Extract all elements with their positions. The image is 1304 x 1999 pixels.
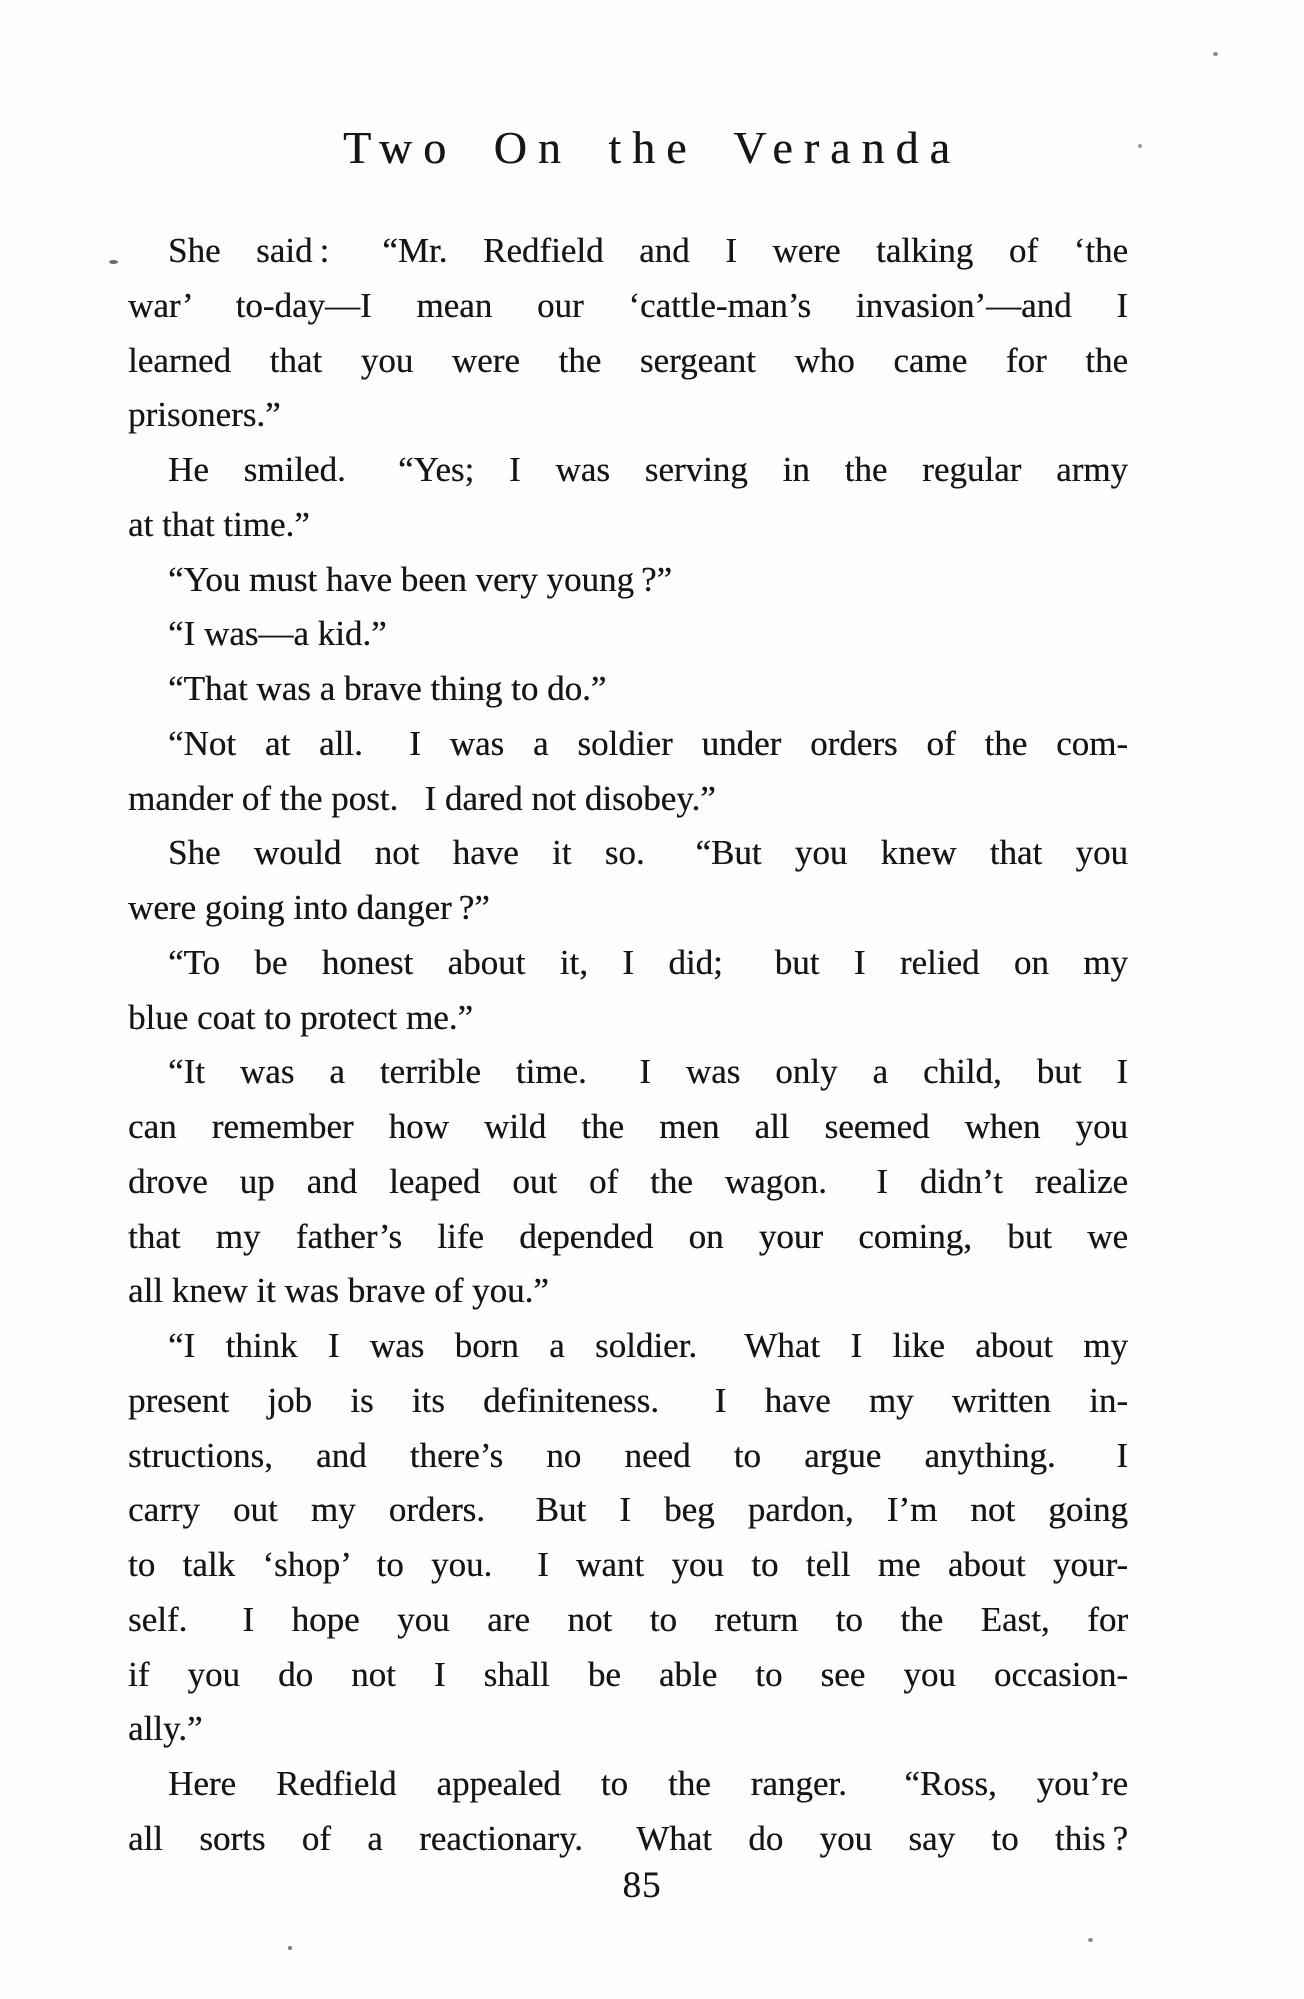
scan-speck	[1213, 52, 1218, 56]
scan-speck	[109, 260, 118, 264]
text-line: war’ to-day—I mean our ‘cattle-man’s invasion’—and I	[128, 285, 1128, 325]
text-line: “Not at all. I was a soldier under orders of the com-	[168, 723, 1128, 763]
scan-speck	[288, 1946, 292, 1950]
text-line: that my father’s life depended on your coming, but we	[128, 1216, 1128, 1256]
text-line: He smiled. “Yes; I was serving in the regular army	[168, 450, 1128, 489]
page-number: 85	[622, 1865, 662, 1906]
text-line: at that time.”	[128, 504, 310, 544]
text-line: carry out my orders. But I beg pardon, I’m not going	[128, 1490, 1128, 1530]
scan-speck	[1138, 144, 1142, 148]
chapter-title: Two On the Veranda	[343, 122, 961, 173]
text-line: mander of the post. I dared not disobey.”	[128, 778, 716, 818]
text-line: “That was a brave thing to do.”	[168, 669, 607, 708]
text-line: “You must have been very young ?”	[168, 559, 673, 599]
text-line: ally.”	[128, 1709, 203, 1749]
scan-speck	[1088, 1938, 1093, 1942]
text-line: self. I hope you are not to return to the East, for	[128, 1599, 1128, 1639]
text-line: present job is its definiteness. I have my written in-	[128, 1380, 1128, 1420]
text-line: to talk ‘shop’ to you. I want you to tell me about your-	[128, 1545, 1128, 1584]
page-body-text	[128, 224, 1128, 1867]
text-line: “I think I was born a soldier. What I like about my	[168, 1326, 1128, 1365]
text-line: can remember how wild the men all seemed when you	[128, 1107, 1128, 1146]
text-line: “To be honest about it, I did; but I relied on my	[168, 942, 1128, 982]
text-line: all knew it was brave of you.”	[128, 1271, 549, 1311]
text-line: Here Redfield appealed to the ranger. “Ross, you’re	[168, 1764, 1128, 1803]
text-line: structions, and there’s no need to argue anything. I	[128, 1435, 1128, 1475]
text-line: blue coat to protect me.”	[128, 997, 473, 1037]
text-line: “I was—a kid.”	[168, 614, 387, 654]
text-line: prisoners.”	[128, 395, 281, 435]
text-line: were going into danger ?”	[128, 888, 490, 927]
text-line: learned that you were the sergeant who came for the	[128, 340, 1128, 380]
text-line: drove up and leaped out of the wagon. I didn’t realize	[128, 1161, 1128, 1201]
text-line: all sorts of a reactionary. What do you say to this ?	[128, 1818, 1128, 1858]
text-line: She said : “Mr. Redfield and I were talking of ‘the	[168, 231, 1128, 270]
text-line: She would not have it so. “But you knew that you	[168, 833, 1128, 873]
text-line: “It was a terrible time. I was only a child, but I	[168, 1052, 1128, 1092]
text-line: if you do not I shall be able to see you occasion-	[128, 1654, 1128, 1694]
